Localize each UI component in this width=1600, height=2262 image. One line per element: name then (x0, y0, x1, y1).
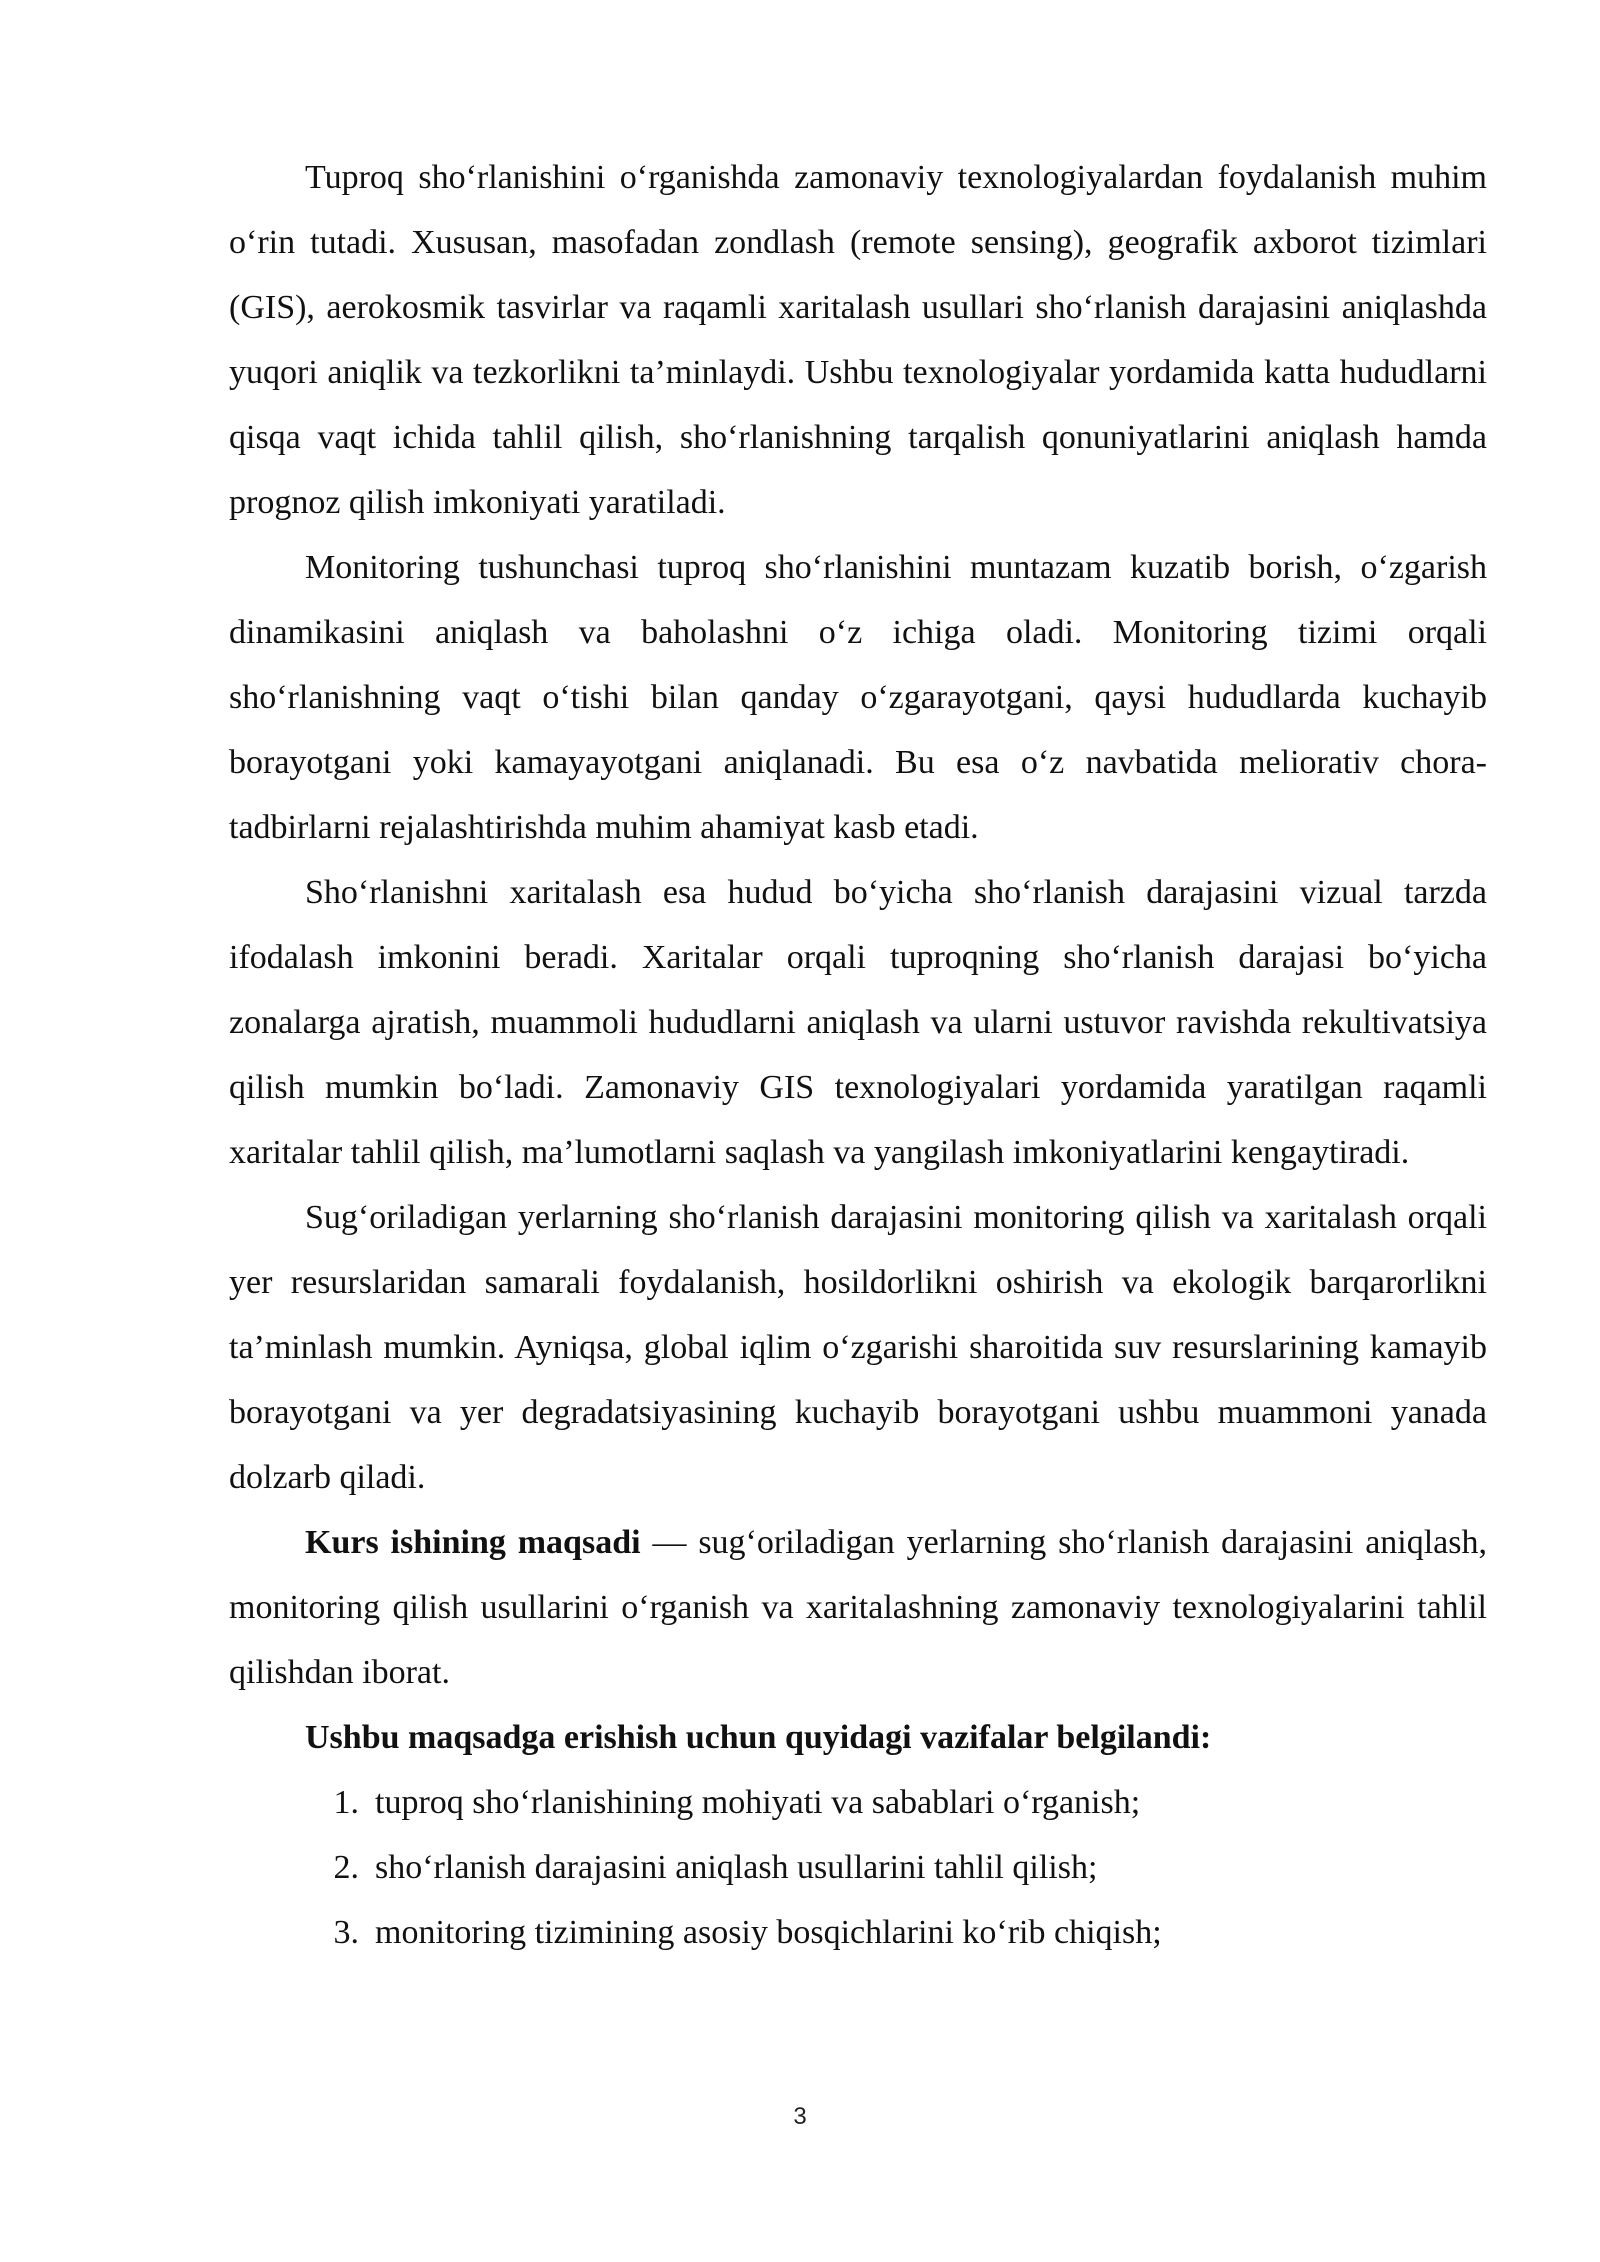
paragraph-irrigated-lands: Sug‘oriladigan yerlarning sho‘rlanish darajasini monitoring qilish va xaritalash orqali yer resurslaridan samarali foydalanish, hosildorlikni oshirish va ekologik barqarorlikni ta’minlash mumkin. Ayniqsa, global iqlim o‘zgarishi sharoitida suv resurslarining kamayib borayotgani va yer degradatsiyasining kuchayib borayotgani ushbu muammoni yanada dolzarb qiladi. (229, 1199, 1487, 1496)
paragraph-monitoring: Monitoring tushunchasi tuproq sho‘rlanishini muntazam kuzatib borish, o‘zgarish dinamikasini aniqlash va baholashni o‘z ichiga oladi. Monitoring tizimi orqali sho‘rlanishning vaqt o‘tishi bilan qanday o‘zgarayotgani, qaysi hududlarda kuchayib borayotgani yoki kamayayotgani aniqlanadi. Bu esa o‘z navbatida meliorativ chora-tadbirlarni rejalashtirishda muhim ahamiyat kasb etadi. (229, 549, 1487, 846)
list-item (229, 1835, 1487, 1900)
list-item-number: 1. (333, 1784, 359, 1821)
list-item-number: 3. (333, 1914, 359, 1951)
list-item-number: 2. (333, 1849, 359, 1886)
list-item-text: tuproq sho‘rlanishining mohiyati va sabablari o‘rganish; (375, 1784, 1141, 1821)
list-item-text: sho‘rlanish darajasini aniqlash usullarini tahlil qilish; (375, 1849, 1098, 1886)
list-item-text: monitoring tizimining asosiy bosqichlarini ko‘rib chiqish; (375, 1914, 1162, 1951)
paragraph-objective (229, 1510, 1487, 1705)
paragraph-technologies: Tuproq sho‘rlanishini o‘rganishda zamonaviy texnologiyalardan foydalanish muhim o‘rin tutadi. Xususan, masofadan zondlash (remote sensing), geografik axborot tizimlari (GIS), aerokosmik tasvirlar va raqamli xaritalash usullari sho‘rlanish darajasini aniqlashda yuqori aniqlik va tezkorlikni ta’minlaydi. Ushbu texnologiyalar yordamida katta hududlarni qisqa vaqt ichida tahlil qilish, sho‘rlanishning tarqalish qonuniyatlarini aniqlash hamda prognoz qilish imkoniyati yaratiladi. (229, 159, 1487, 521)
objective-label: Kurs ishining maqsadi (305, 1524, 641, 1561)
paragraph-mapping: Sho‘rlanishni xaritalash esa hudud bo‘yicha sho‘rlanish darajasini vizual tarzda ifodalash imkonini beradi. Xaritalar orqali tuproqning sho‘rlanish darajasi bo‘yicha zonalarga ajratish, muammoli hududlarni aniqlash va ularni ustuvor ravishda rekultivatsiya qilish mumkin bo‘ladi. Zamonaviy GIS texnologiyalari yordamida yaratilgan raqamli xaritalar tahlil qilish, ma’lumotlarni saqlash va yangilash imkoniyatlarini kengaytiradi. (229, 874, 1487, 1171)
document-page (229, 145, 1487, 1965)
tasks-heading: Ushbu maqsadga erishish uchun quyidagi vazifalar belgilandi: (305, 1719, 1212, 1756)
list-item (229, 1900, 1487, 1965)
list-item (229, 1770, 1487, 1835)
tasks-list (229, 1770, 1487, 1965)
objective-text: — sug‘oriladigan yerlarning sho‘rlanish darajasini aniqlash, monitoring qilish usullarini o‘rganish va xaritalashning zamonaviy texnologiyalarini tahlil qilishdan iborat. (229, 1524, 1488, 1691)
page-number: 3 (793, 2103, 807, 2130)
